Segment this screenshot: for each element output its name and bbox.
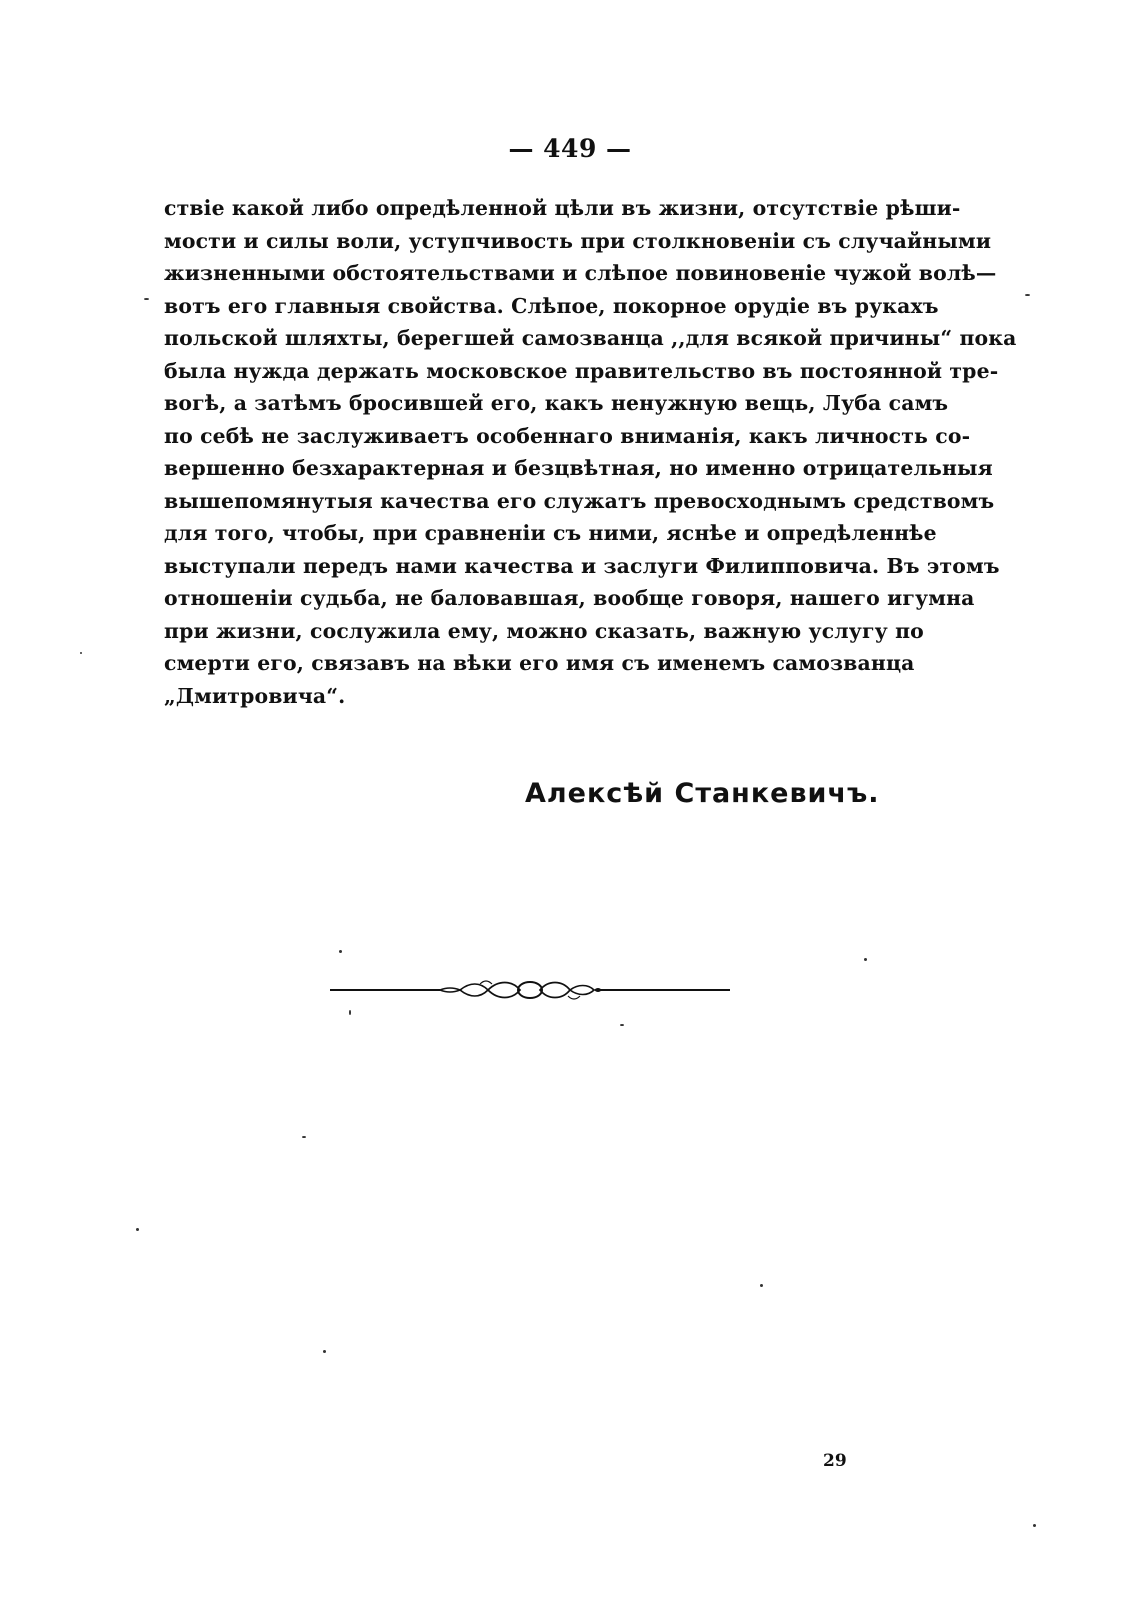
text-line: вышепомянутыя качества его служатъ превосходнымъ средствомъ xyxy=(164,488,995,513)
text-line: по себѣ не заслуживаетъ особеннаго вниманія, какъ личность со- xyxy=(164,423,971,448)
scan-speck xyxy=(80,652,82,654)
scan-speck xyxy=(760,1284,763,1287)
author-signature: Алексѣй Станкевичъ. xyxy=(525,778,880,809)
scan-speck xyxy=(864,958,867,961)
text-line: при жизни, сослужила ему, можно сказать, важную услугу по xyxy=(164,618,924,643)
scan-speck xyxy=(620,1024,624,1026)
scan-speck xyxy=(323,1350,326,1353)
text-line: отношеніи судьба, не баловавшая, вообще говоря, нашего игумна xyxy=(164,586,975,610)
scan-speck xyxy=(136,1228,139,1231)
text-line: ствіе какой либо опредѣленной цѣли въ жизни, отсутствіе рѣши- xyxy=(164,196,961,220)
scan-speck xyxy=(339,950,342,953)
signature-mark: 29 xyxy=(823,1451,847,1471)
text-line: вотъ его главныя свойства. Слѣпое, покорное орудіе въ рукахъ xyxy=(164,293,939,318)
text-line: смерти его, связавъ на вѣки его имя съ именемъ самозванца xyxy=(164,651,915,675)
text-line: была нужда держать московское правительство въ постоянной тре- xyxy=(164,358,999,383)
scan-speck xyxy=(349,1010,351,1015)
decorative-rule-icon xyxy=(330,976,730,1004)
text-line: жизненными обстоятельствами и слѣпое повиновеніе чужой волѣ— xyxy=(164,261,997,285)
text-line: мости и силы воли, уступчивость при столкновеніи съ случайными xyxy=(164,228,992,253)
text-line: вершенно безхарактерная и безцвѣтная, но именно отрицательныя xyxy=(164,456,993,480)
body-text xyxy=(164,192,1017,712)
scan-speck xyxy=(1033,1524,1036,1527)
scan-speck xyxy=(1025,294,1030,296)
scan-speck xyxy=(302,1136,306,1138)
page-number-header: — 449 — xyxy=(508,134,632,163)
text-line: для того, чтобы, при сравненіи съ ними, яснѣе и опредѣленнѣе xyxy=(164,521,937,545)
scan-speck xyxy=(144,298,149,300)
text-line: выступали передъ нами качества и заслуги Филипповича. Въ этомъ xyxy=(164,553,1000,578)
text-line-last: „Дмитровича“. xyxy=(164,683,346,708)
text-line: польской шляхты, берегшей самозванца ,,для всякой причины“ пока xyxy=(164,326,1017,350)
text-line: вогѣ, а затѣмъ бросившей его, какъ ненужную вещь, Луба самъ xyxy=(164,391,949,415)
